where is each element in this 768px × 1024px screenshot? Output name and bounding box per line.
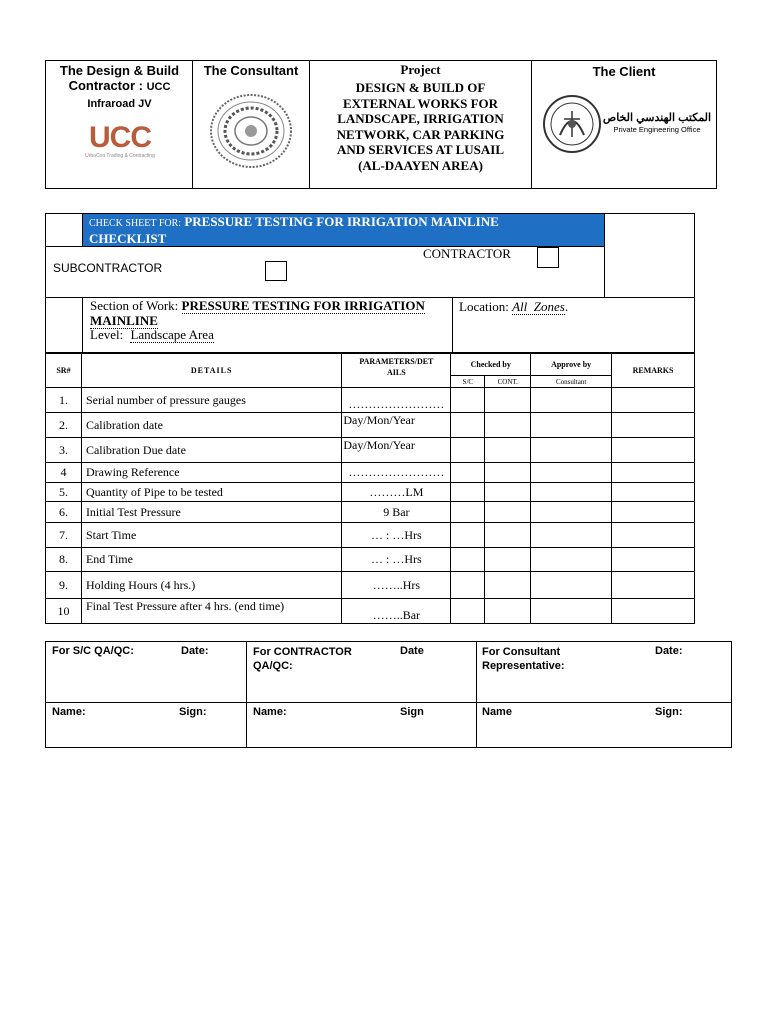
row-remarks-cell[interactable] (612, 548, 695, 572)
table-row (46, 548, 695, 572)
header-checked-by: Checked by (451, 353, 531, 376)
row-param: ………LM (342, 483, 451, 502)
row-param: …………………… (342, 388, 451, 413)
row-remarks-cell[interactable] (612, 463, 695, 483)
contractor-title: The Design & Build Contractor : (59, 63, 180, 93)
row-cont-cell[interactable] (485, 523, 531, 548)
row-details: Drawing Reference (81, 463, 341, 483)
sign-label-consultant: Sign: (655, 706, 683, 718)
row-sr: 6. (46, 502, 82, 523)
checksheet-block (45, 213, 695, 354)
header-remarks: REMARKS (612, 353, 695, 388)
row-cont-cell[interactable] (485, 438, 531, 463)
header-parameters-1: PARAMETERS/DET (359, 357, 434, 366)
header-approve-by: Approve by (531, 353, 612, 376)
checklist-table (45, 352, 695, 624)
checksheet-label: CHECK SHEET FOR: (89, 218, 182, 229)
contractor-qaqc-label (253, 645, 352, 673)
row-sc-cell[interactable] (451, 388, 485, 413)
sign-label-sc: Sign: (179, 706, 207, 718)
checksheet-title-1: PRESSURE TESTING FOR IRRIGATION MAINLINE (184, 214, 499, 229)
row-remarks-cell[interactable] (612, 438, 695, 463)
project-title (309, 80, 532, 173)
row-sc-cell[interactable] (451, 438, 485, 463)
row-sr: 4 (46, 463, 82, 483)
row-remarks-cell[interactable] (612, 599, 695, 624)
project-label: Project (400, 62, 441, 77)
checksheet-banner (82, 214, 604, 246)
row-details: Holding Hours (4 hrs.) (81, 572, 341, 599)
row-sr: 2. (46, 413, 82, 438)
contractor-qaqc-1: For CONTRACTOR (253, 646, 352, 658)
location-label: Location: (459, 299, 509, 314)
row-remarks-cell[interactable] (612, 572, 695, 599)
signoff-block (45, 641, 732, 748)
row-param: …………………… (342, 463, 451, 483)
row-consultant-cell[interactable] (531, 413, 612, 438)
row-consultant-cell[interactable] (531, 438, 612, 463)
table-row (46, 413, 695, 438)
consultant-seal-icon (206, 91, 296, 171)
row-sc-cell[interactable] (451, 502, 485, 523)
table-row (46, 572, 695, 599)
row-cont-cell[interactable] (485, 483, 531, 502)
table-row (46, 502, 695, 523)
row-cont-cell[interactable] (485, 548, 531, 572)
row-remarks-cell[interactable] (612, 502, 695, 523)
row-consultant-cell[interactable] (531, 599, 612, 624)
contractor-date-label: Date (400, 645, 424, 657)
row-details: Quantity of Pipe to be tested (81, 483, 341, 502)
subcontractor-checkbox[interactable] (265, 261, 287, 281)
checksheet-title-2: CHECKLIST (89, 231, 167, 246)
table-row (46, 523, 695, 548)
consultant-cell (192, 61, 310, 188)
row-sr: 5. (46, 483, 82, 502)
table-row (46, 438, 695, 463)
row-details: Calibration Due date (81, 438, 341, 463)
consultant-rep-1: For Consultant (482, 646, 561, 658)
row-sc-cell[interactable] (451, 572, 485, 599)
row-details: Start Time (81, 523, 341, 548)
contractor-name: UCC (146, 81, 171, 93)
client-english: Private Engineering Office (613, 125, 701, 134)
ucc-logo-caption: UrbaCon Trading & Contracting (85, 153, 155, 159)
row-details: Serial number of pressure gauges (81, 388, 341, 413)
row-remarks-cell[interactable] (612, 388, 695, 413)
row-cont-cell[interactable] (485, 502, 531, 523)
consultant-title: The Consultant (203, 63, 299, 78)
client-cell (532, 61, 716, 188)
project-line: AND SERVICES AT LUSAIL (336, 142, 505, 157)
row-param: Day/Mon/Year (342, 413, 451, 438)
row-consultant-cell[interactable] (531, 483, 612, 502)
row-sr: 7. (46, 523, 82, 548)
row-details: Initial Test Pressure (81, 502, 341, 523)
project-line: EXTERNAL WORKS FOR (342, 95, 499, 111)
row-sr: 9. (46, 572, 82, 599)
document-header (45, 60, 717, 189)
row-consultant-cell[interactable] (531, 388, 612, 413)
header-consultant: Consultant (531, 376, 612, 388)
row-sr: 1. (46, 388, 82, 413)
table-row (46, 463, 695, 483)
contractor-label: CONTRACTOR (423, 246, 511, 261)
contractor-sub: Infraroad JV (87, 98, 152, 110)
row-remarks-cell[interactable] (612, 523, 695, 548)
row-param: … : …Hrs (342, 548, 451, 572)
row-param: Day/Mon/Year (342, 438, 451, 463)
sc-qaqc-label: For S/C QA/QC: (52, 645, 134, 657)
section-value-2: MAINLINE (90, 312, 158, 328)
level-label: Level: (90, 327, 124, 342)
row-sc-cell[interactable] (451, 483, 485, 502)
row-param: ……..Bar (342, 599, 451, 624)
header-parameters (342, 353, 451, 388)
row-details: Calibration date (81, 413, 341, 438)
section-of-work (90, 299, 450, 343)
header-sr: SR# (46, 353, 82, 388)
contractor-checkbox[interactable] (537, 247, 559, 268)
row-consultant-cell[interactable] (531, 572, 612, 599)
row-cont-cell[interactable] (485, 463, 531, 483)
row-sc-cell[interactable] (451, 463, 485, 483)
sign-label-contractor: Sign (400, 706, 424, 718)
ucc-logo-text: UCC (89, 121, 151, 154)
row-sc-cell[interactable] (451, 523, 485, 548)
row-param: ……..Hrs (342, 572, 451, 599)
name-label-sc: Name: (52, 706, 86, 718)
row-sc-cell[interactable] (451, 599, 485, 624)
contractor-cell (46, 61, 193, 188)
row-consultant-cell[interactable] (531, 523, 612, 548)
client-arabic: المكتب الهندسي الخاص (602, 112, 712, 124)
row-cont-cell[interactable] (485, 413, 531, 438)
consultant-rep-2: Representative: (482, 660, 565, 672)
table-row (46, 599, 695, 624)
table-row (46, 388, 695, 413)
client-emblem-icon (542, 91, 602, 157)
header-sc: S/C (451, 376, 485, 388)
location-value: All Zones (512, 299, 565, 314)
location (459, 299, 568, 315)
project-line: NETWORK, CAR PARKING (336, 126, 505, 142)
project-line: (AL-DAAYEN AREA) (358, 157, 483, 173)
subcontractor-label: SUBCONTRACTOR (53, 261, 163, 275)
row-remarks-cell[interactable] (612, 483, 695, 502)
row-cont-cell[interactable] (485, 599, 531, 624)
header-details: DETAILS (81, 353, 341, 388)
row-details: Final Test Pressure after 4 hrs. (end time) (81, 599, 341, 624)
project-line: LANDSCAPE, IRRIGATION (337, 111, 504, 126)
row-param: … : …Hrs (342, 523, 451, 548)
project-cell (309, 61, 532, 188)
header-parameters-2: AILS (387, 368, 406, 377)
row-remarks-cell[interactable] (612, 413, 695, 438)
row-sr: 10 (46, 599, 82, 624)
header-cont: CONT. (485, 376, 531, 388)
row-sr: 8. (46, 548, 82, 572)
row-consultant-cell[interactable] (531, 463, 612, 483)
name-label-consultant: Name (482, 706, 512, 718)
consultant-rep-label (482, 645, 565, 673)
row-param: 9 Bar (342, 502, 451, 523)
table-row (46, 483, 695, 502)
row-sc-cell[interactable] (451, 548, 485, 572)
location-suffix: . (564, 299, 569, 314)
client-title: The Client (592, 64, 656, 79)
name-label-contractor: Name: (253, 706, 287, 718)
level-value: Landscape Area (130, 327, 214, 342)
row-cont-cell[interactable] (485, 572, 531, 599)
ucc-logo (80, 123, 160, 167)
consultant-date-label: Date: (655, 645, 683, 657)
project-line: DESIGN & BUILD OF (355, 80, 486, 95)
contractor-qaqc-2: QA/QC: (253, 660, 293, 672)
section-value: PRESSURE TESTING FOR IRRIGATION (181, 298, 425, 313)
row-cont-cell[interactable] (485, 388, 531, 413)
row-sr: 3. (46, 438, 82, 463)
row-consultant-cell[interactable] (531, 502, 612, 523)
section-label: Section of Work: (90, 298, 179, 313)
row-details: End Time (81, 548, 341, 572)
row-consultant-cell[interactable] (531, 548, 612, 572)
row-sc-cell[interactable] (451, 413, 485, 438)
table-header-row (46, 353, 695, 376)
sc-date-label: Date: (181, 645, 209, 657)
